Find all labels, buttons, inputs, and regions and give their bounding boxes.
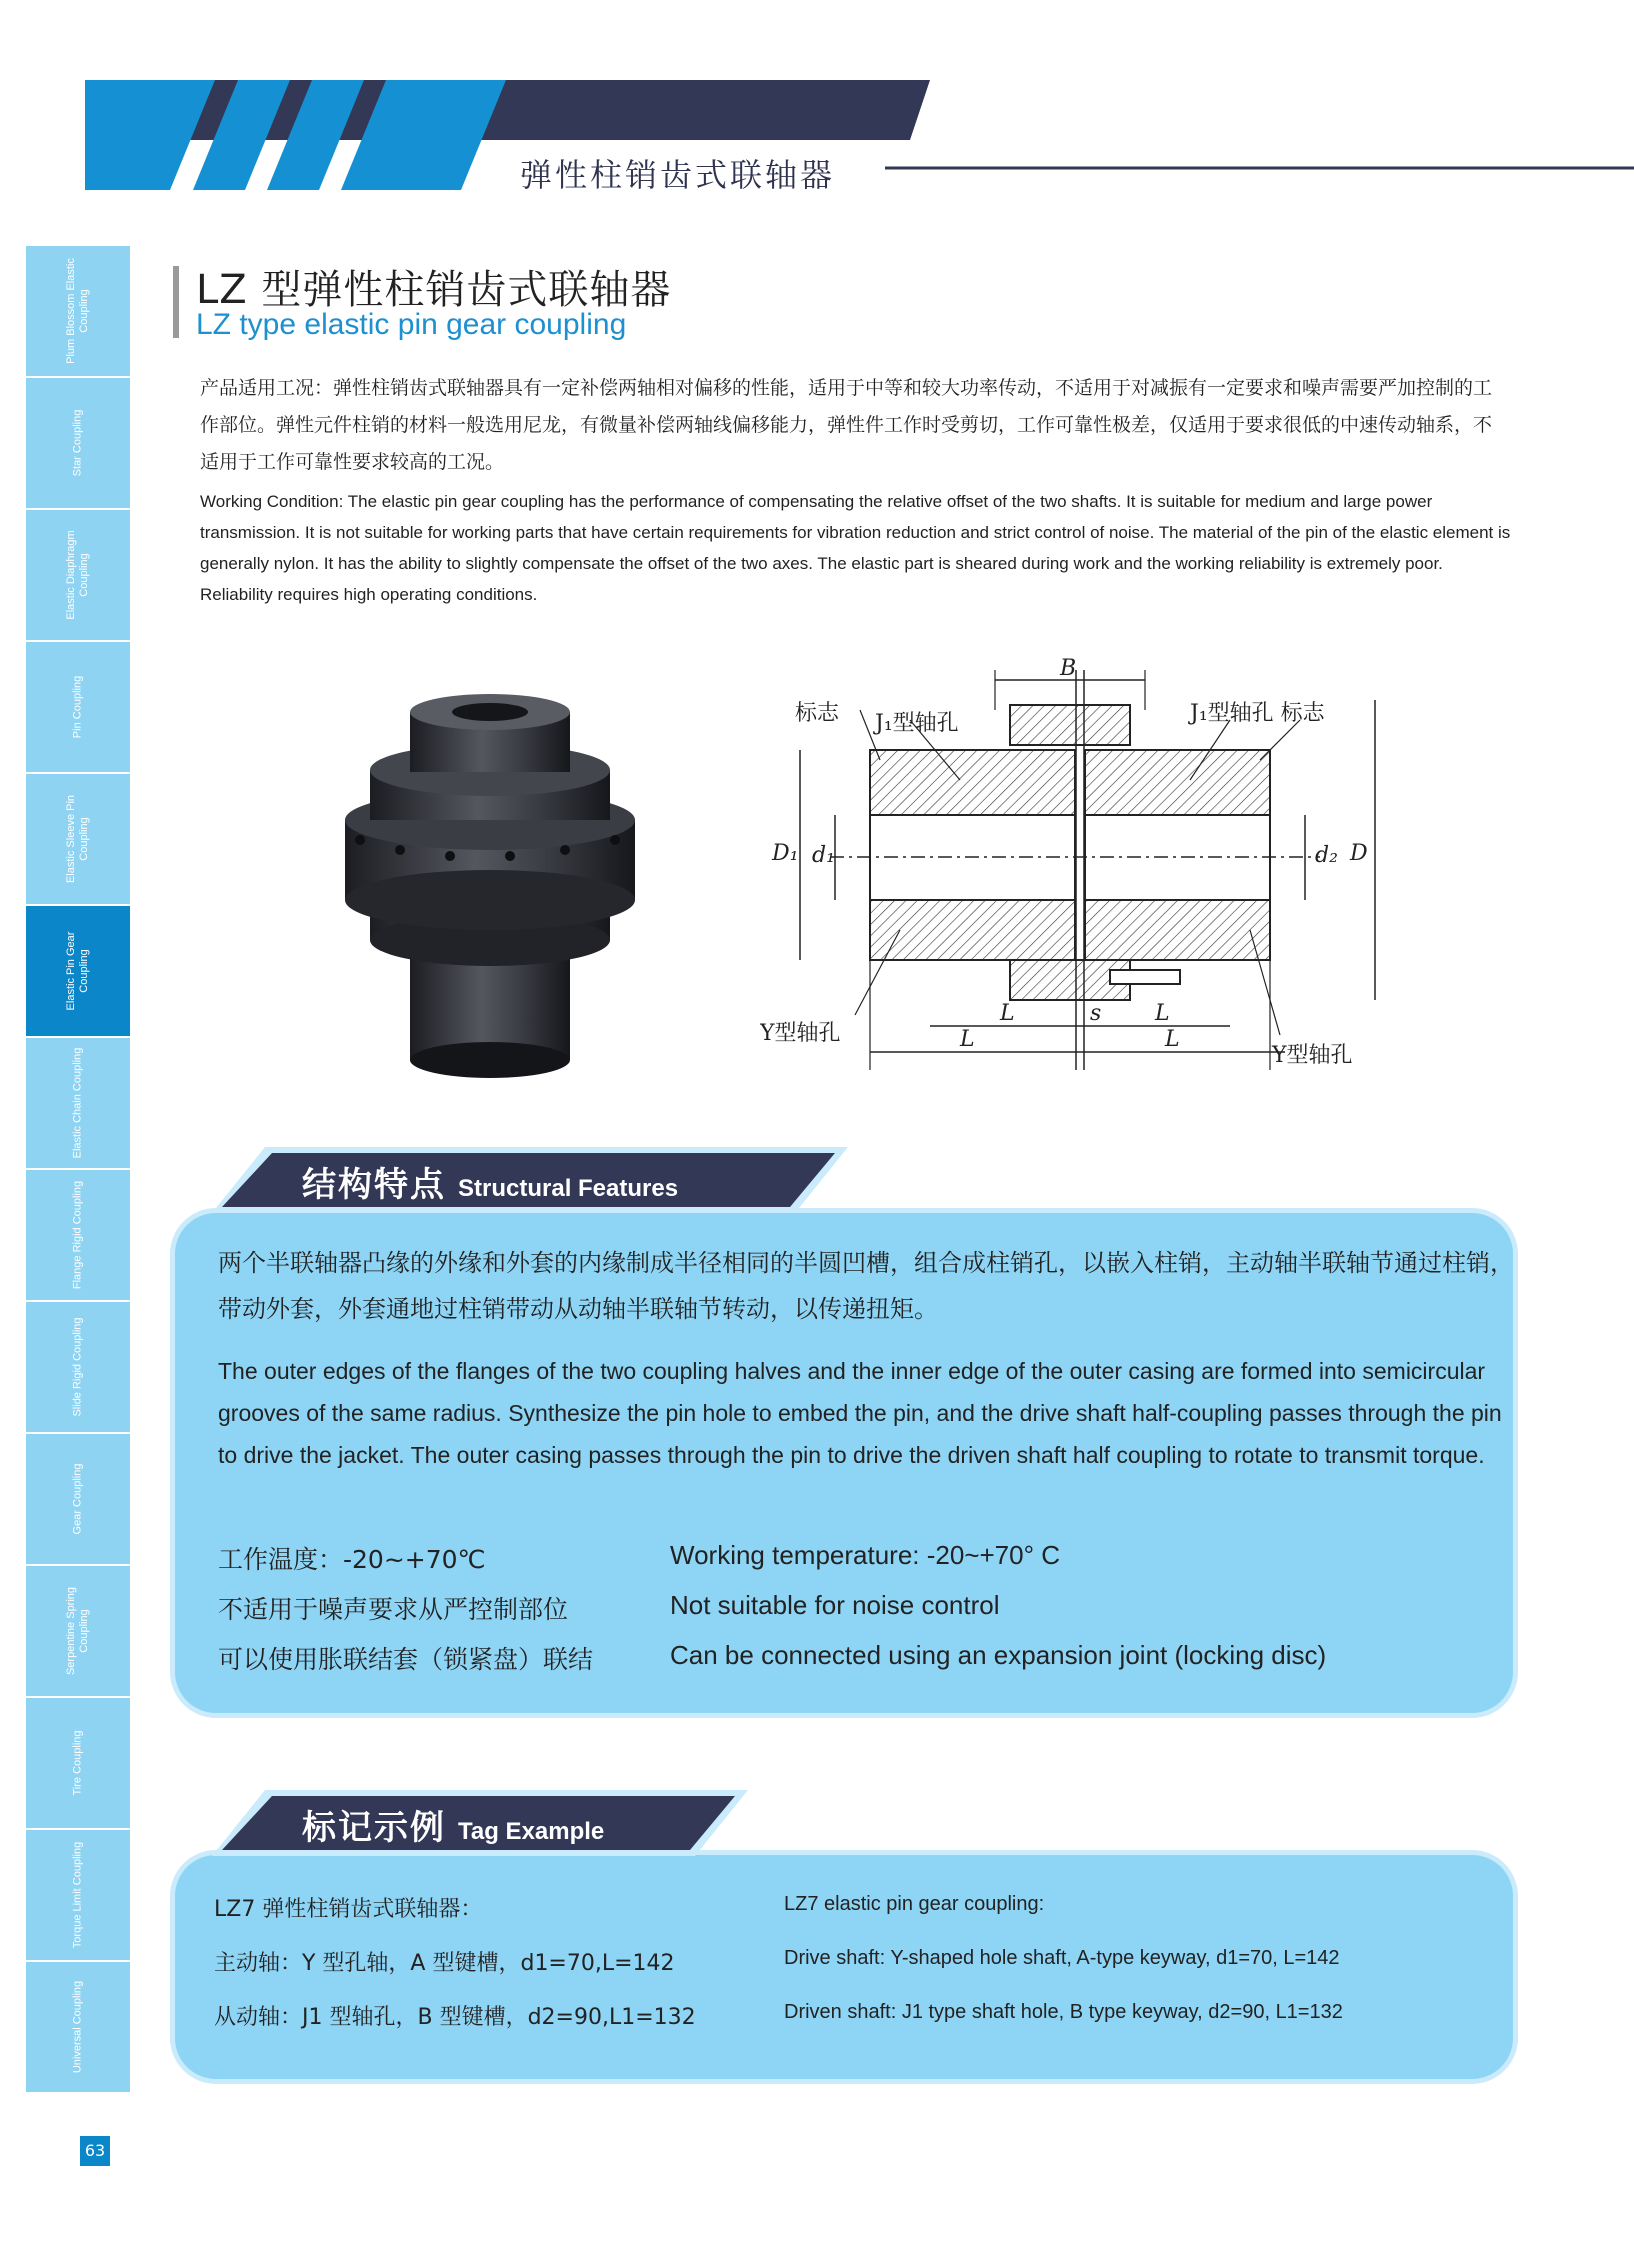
product-title-en: LZ type elastic pin gear coupling [196,308,627,341]
sidebar-item-torque-limit[interactable]: Torque Limit Coupling [26,1830,130,1960]
sidebar-item-pin[interactable]: Pin Coupling [26,642,130,772]
sidebar-item-elastic-diaphragm[interactable]: Elastic Diaphragm Coupling [26,510,130,640]
j1-label-left: J₁型轴孔 [875,711,959,736]
dim-L-label-1: L [1000,1001,1015,1026]
dim-D1-label: D₁ [772,841,799,866]
tag-title-cn: 标记示例 [302,1808,446,1848]
page-number: 63 [80,2136,110,2166]
features-title-en: Structural Features [458,1175,679,1202]
tag-line-1-cn: LZ7 弹性柱销齿式联轴器： [214,1897,483,1922]
sidebar-item-star[interactable]: Star Coupling [26,378,130,508]
tag-line-3-cn: 从动轴：J1 型轴孔，B 型键槽，d2=90,L1=132 [214,2005,696,2030]
spec-expansion-en: Can be connected using an expansion joint (locking disc) [670,1640,1327,1670]
spec-temperature-en: Working temperature: -20~+70° C [670,1540,1060,1570]
intro-text-cn: 产品适用工况：弹性柱销齿式联轴器具有一定补偿两轴相对偏移的性能，适用于中等和较大功率传动，不适用于对减振有一定要求和噪声需要严加控制的工作部位。弹性元件柱销的材料一般选用尼龙，有微量补偿两轴线偏移能力，弹性件工作时受剪切，工作可靠性极差，仅适用于要求很低的中速传动轴系，不适用于工作可靠性要求较高的工况。 [200,377,1493,473]
spec-noise-en: Not suitable for noise control [670,1590,1000,1620]
dim-L-label-3: L [960,1027,975,1052]
sidebar-item-flange-rigid[interactable]: Flange Rigid Coupling [26,1170,130,1300]
dim-s-label: s [1090,1001,1102,1026]
tag-line-1-en: LZ7 elastic pin gear coupling: [784,1893,1045,1915]
dim-B-label: B [1060,656,1077,681]
sidebar-item-universal[interactable]: Universal Coupling [26,1962,130,2092]
tag-line-2-en: Drive shaft: Y-shaped hole shaft, A-type keyway, d1=70, L=142 [784,1947,1340,1969]
y-label-right: Y型轴孔 [1272,1043,1353,1068]
intro-text-en: Working Condition: The elastic pin gear coupling has the performance of compensating the relative offset of the two shafts. It is suitable for medium and large power transmission. It is not suitable for working parts that have certain requirements for vibration reduction and strict control of noise. The material of the pin of the elastic element is generally nylon. It has the ability to slightly compensate the offset of the two axes. The elastic part is sheared during work and the working reliability is extremely poor. Reliability requires high operating conditions. [200,492,1511,604]
sidebar-item-plum-blossom[interactable]: Plum Blossom Elastic Coupling [26,246,130,376]
coupling-drawing [760,650,1400,1080]
tag-line-2-cn: 主动轴：Y 型孔轴，A 型键槽，d1=70,L=142 [214,1951,675,1976]
sidebar-item-tire[interactable]: Tire Coupling [26,1698,130,1828]
sidebar-item-slide-rigid[interactable]: Slide Rigid Coupling [26,1302,130,1432]
side-navigation [26,246,130,2094]
j1-label-right: J₁型轴孔 标志 [1190,701,1325,726]
dim-L-label-2: L [1155,1001,1170,1026]
dim-d1-label: d₁ [812,843,835,868]
y-label-left: Y型轴孔 [760,1021,841,1046]
tag-title-en: Tag Example [458,1818,605,1845]
features-text-cn: 两个半联轴器凸缘的外缘和外套的内缘制成半径相同的半圆凹槽，组合成柱销孔，以嵌入柱销，主动轴半联轴节通过柱销，带动外套，外套通地过柱销带动从动轴半联轴节转动，以传递扭矩。 [218,1249,1514,1323]
features-title [302,1157,678,1206]
features-title-cn: 结构特点 [302,1165,446,1205]
sidebar-item-gear[interactable]: Gear Coupling [26,1434,130,1564]
sidebar-item-elastic-sleeve-pin[interactable]: Elastic Sleeve Pin Coupling [26,774,130,904]
sidebar-item-elastic-pin-gear[interactable]: Elastic Pin Gear Coupling [26,906,130,1036]
spec-noise-cn: 不适用于噪声要求从严控制部位 [218,1595,569,1624]
tag-title [302,1800,604,1849]
dim-L-label-4: L [1165,1027,1180,1052]
coupling-photo [340,690,640,1090]
tag-line-3-en: Driven shaft: J1 type shaft hole, B type keyway, d2=90, L1=132 [784,2001,1343,2023]
mark-label-left: 标志 [795,701,840,726]
spec-temperature-cn: 工作温度：-20~+70℃ [218,1545,486,1574]
features-text-en: The outer edges of the flanges of the two coupling halves and the inner edge of the outer casing are formed into semicircular grooves of the same radius. Synthesize the pin hole to embed the pin, and the drive shaft half-coupling passes through the pin to drive the jacket. The outer casing passes through the pin to drive the driven shaft half coupling to rotate to transmit torque. [218,1358,1502,1468]
dim-D-label: D [1350,841,1368,866]
title-accent-bar [173,266,179,338]
product-title-cn: LZ 型弹性柱销齿式联轴器 [196,267,672,313]
spec-expansion-cn: 可以使用胀联结套（锁紧盘）联结 [218,1645,594,1674]
header-title: 弹性柱销齿式联轴器 [520,156,836,194]
dim-d2-label: d₂ [1315,843,1338,868]
sidebar-item-elastic-chain[interactable]: Elastic Chain Coupling [26,1038,130,1168]
sidebar-item-serpentine-spring[interactable]: Serpentine Spring Coupling [26,1566,130,1696]
